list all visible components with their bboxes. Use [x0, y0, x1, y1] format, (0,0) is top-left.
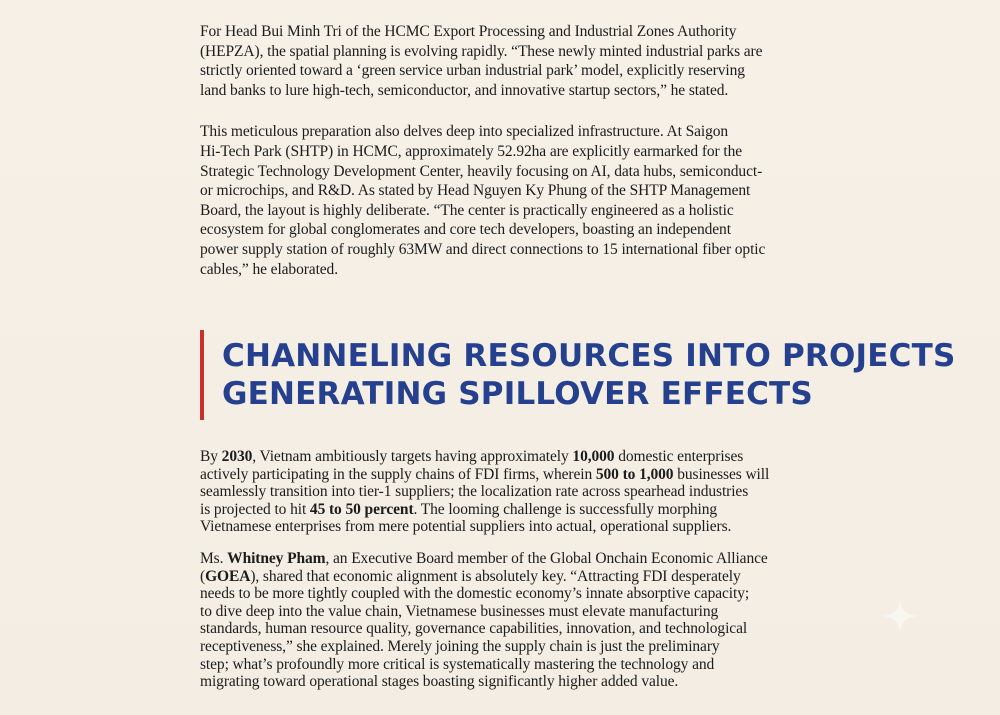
paragraph-2030-targets — [200, 448, 900, 536]
text-line: Board, the layout is highly deliberate. “The center is practically engineered as a holistic — [200, 201, 734, 219]
article-top — [200, 22, 900, 279]
text-line: migrating toward operational stages boasting significantly higher added value. — [200, 673, 679, 691]
text-line: For Head Bui Minh Tri of the HCMC Export Processing and Industrial Zones Authority — [200, 23, 737, 40]
text-line: Strategic Technology Development Center, heavily focusing on AI, data hubs, semiconduct- — [200, 162, 763, 180]
text-line: Vietnamese enterprises from mere potential suppliers into actual, operational suppliers. — [200, 518, 732, 536]
sparkle-icon — [880, 596, 920, 636]
text-line: Hi-Tech Park (SHTP) in HCMC, approximately 52.92ha are explicitly earmarked for the — [200, 142, 743, 160]
text-line: needs to be more tightly coupled with the domestic economy’s innate absorptive capacity; — [200, 585, 750, 603]
text-line: or microchips, and R&D. As stated by Head Nguyen Ky Phung of the SHTP Management — [200, 182, 751, 200]
text-line: is projected to hit 45 to 50 percent. The looming challenge is successfully morphing — [200, 500, 718, 518]
text-line: receptiveness,” she explained. Merely joining the supply chain is just the preliminary — [200, 637, 720, 655]
text-line: standards, human resource quality, governance capabilities, innovation, and technological — [200, 620, 748, 638]
text-line: By 2030, Vietnam ambitiously targets having approximately 10,000 domestic enterprises — [200, 448, 744, 465]
paragraph-hepza — [200, 22, 900, 100]
section-heading — [200, 330, 956, 420]
text-line: ecosystem for global conglomerates and core tech developers, boasting an independent — [200, 221, 731, 239]
heading-line: CHANNELING RESOURCES INTO PROJECTS — [222, 338, 956, 374]
text-line: power supply station of roughly 63MW and direct connections to 15 international fiber optic — [200, 240, 766, 258]
text-line: Ms. Whitney Pham, an Executive Board member of the Global Onchain Economic Alliance — [200, 549, 768, 567]
heading-line: GENERATING SPILLOVER EFFECTS — [222, 376, 813, 412]
text-line: (HEPZA), the spatial planning is evolving rapidly. “These newly minted industrial parks are — [200, 42, 763, 60]
text-line: seamlessly transition into tier-1 suppliers; the localization rate across spearhead industries — [200, 483, 749, 501]
text-line: land banks to lure high-tech, semiconductor, and innovative startup sectors,” he stated. — [200, 81, 729, 99]
section-heading-title — [222, 337, 955, 413]
paragraph-shtp — [200, 122, 900, 279]
article-bottom — [200, 448, 900, 691]
paragraph-whitney-pham — [200, 550, 900, 691]
text-line: actively participating in the supply chains of FDI firms, wherein 500 to 1,000 businesses will — [200, 465, 770, 483]
text-line: This meticulous preparation also delves deep into specialized infrastructure. At Saigon — [200, 123, 729, 141]
text-line: step; what’s profoundly more critical is systematically mastering the technology and — [200, 655, 715, 673]
text-line: cables,” he elaborated. — [200, 260, 338, 278]
text-line: to dive deep into the value chain, Vietnamese businesses must elevate manufacturing — [200, 602, 719, 620]
text-line: strictly oriented toward a ‘green service urban industrial park’ model, explicitly reserving — [200, 62, 745, 80]
text-line: (GOEA), shared that economic alignment is absolutely key. “Attracting FDI desperately — [200, 567, 741, 585]
heading-accent-bar — [200, 330, 204, 420]
